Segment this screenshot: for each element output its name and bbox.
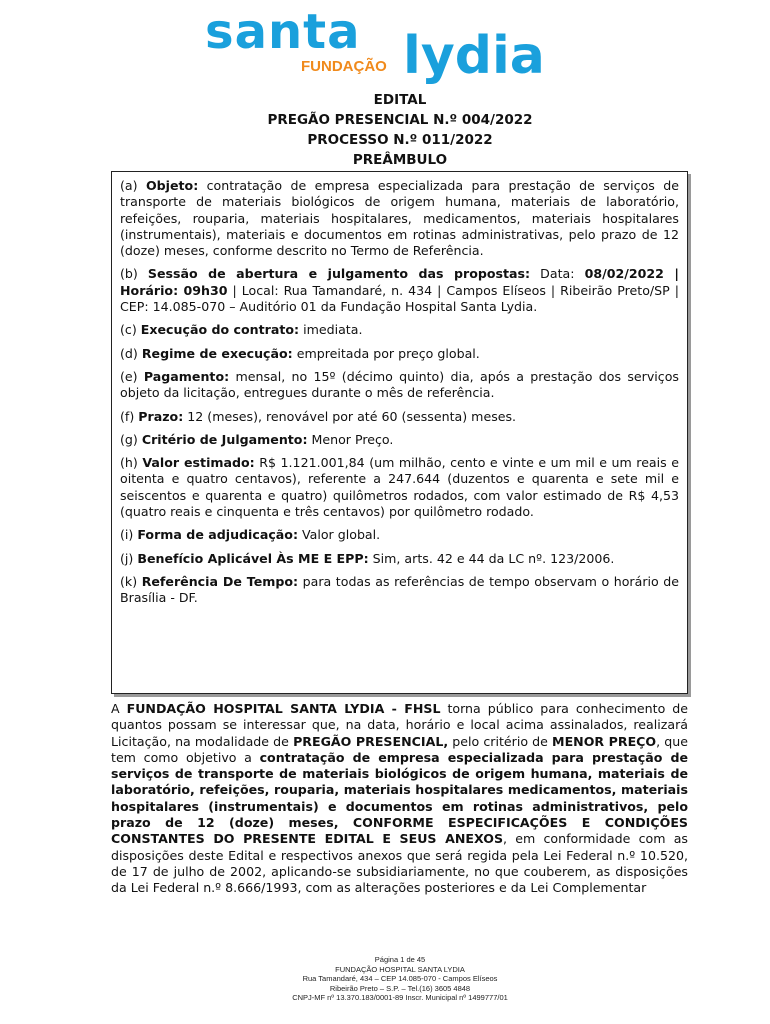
preamble-item-f [120,409,679,425]
footer-cnpj: CNPJ-MF nº 13.370.183/0001-89 Inscr. Municipal nº 1499777/01 [292,993,508,1003]
page-number: Página 1 de 45 [374,955,426,964]
modality-name: PREGÃO PRESENCIAL, [293,733,449,749]
item-text: empreitada por preço global. [292,345,480,361]
preamble-item-g [120,432,679,448]
item-label: Benefício Aplicável Às ME E EPP: [137,550,369,566]
preamble-item-b [120,266,679,315]
preamble-box [111,171,688,694]
item-letter: (i) [120,527,134,543]
logo-fundacao-text: FUNDAÇÃO [301,58,387,75]
preamble-item-d [120,346,679,362]
item-text: mensal, no 15º (décimo quinto) dia, após a prestação dos serviços objeto da licitação, entregues durante o mês de referência. [120,368,679,401]
item-label: Valor estimado: [142,455,255,471]
item-text: 12 (meses), renovável por até 60 (sessenta) meses. [183,408,517,424]
item-label: Regime de execução: [141,345,293,361]
body-text-segment: torna público para conhecimento de quantos possam se interessar que, na data, horário e local acima assinalados, realizará Licitação, na modalidade de [111,701,688,749]
item-letter: (k) [120,573,138,589]
logo-santa-text: santa [205,4,361,60]
item-label: Referência De Tempo: [141,573,299,589]
body-text-segment: pelo critério de [448,733,553,749]
item-letter: (h) [120,455,138,471]
item-text: Data: [530,266,585,282]
preamble-item-j [120,551,679,567]
item-text: Sim, arts. 42 e 44 da LC nº. 123/2006. [368,550,615,566]
item-text: R$ 1.121.001,84 (um milhão, cento e vinte e um mil e um reais e oitenta e quatro centavos), referente a 247.644 (duzentos e quarenta e sete mil e seiscentos e quarenta e quatro) quilômetros rodados, com valor estimado de R$ 4,53 (quatro reais e cinquenta e três centavos) por quilômetro rodado. [120,455,679,520]
item-letter: (a) [120,178,138,193]
preamble-item-i [120,527,679,543]
body-text-segment: A [111,701,127,716]
item-label: Sessão de abertura e julgamento das propostas: [147,266,531,282]
object-description: contratação de empresa especializada para prestação de serviços de transporte de materiais biológicos de origem humana, materiais de laboratório, refeições, rouparia, materiais hospitalares medicamentos, materiais hospitalares (instrumentais) e documentos em rotinas administrativos, pelo prazo de 12 (doze) meses, CONFORME ESPECIFICAÇÕES E CONDIÇÕES CONSTANTES DO PRESENTE EDITAL E SEUS ANEXOS [111,749,688,847]
footer-org: FUNDAÇÃO HOSPITAL SANTA LYDIA [335,964,465,974]
item-label: Critério de Julgamento: [141,431,308,447]
document-title-block [0,90,770,170]
organization-name: FUNDAÇÃO HOSPITAL SANTA LYDIA - FHSL [126,701,441,716]
body-text-segment: , em conformidade com as disposições deste Edital e respectivos anexos que será regida pela Lei Federal n.º 10.520, de 17 de julho de 2002, aplicando-se subsidiariamente, no que couberem, as disposições da Lei Federal n.º 8.666/1993, com as alterações posteriores e da Lei Complementar [111,831,688,896]
item-label: Forma de adjudicação: [137,527,298,543]
item-label: Objeto: [145,178,199,193]
item-label: Execução do contrato: [140,322,300,338]
body-paragraph [111,701,688,897]
footer-address: Rua Tamandaré, 434 – CEP 14.085-070 - Campos Elíseos [302,974,498,984]
item-text: Menor Preço. [307,431,394,447]
item-text: contratação de empresa especializada para prestação de serviços de transporte de materiais biológicos de origem humana, materiais de laboratório, refeições, rouparia, materiais hospitalares, medicamentos, materiais hospitalares (instrumentais), materiais e documentos em rotinas administrativas, pelo prazo de 12 (doze) meses, conforme descrito no Termo de Referência. [120,178,679,259]
item-text: imediata. [299,322,363,338]
item-letter: (g) [120,431,138,447]
item-text: Valor global. [298,527,381,543]
preamble-item-a [120,178,679,259]
item-text: | Local: Rua Tamandaré, n. 434 | Campos Elíseos | Ribeirão Preto/SP | CEP: 14.085-070 – Auditório 01 da Fundação Hospital Santa Lydia. [120,282,679,315]
preamble-item-c [120,322,679,338]
page-footer [200,955,600,1003]
preamble-item-k [120,574,679,607]
preamble-item-h [120,455,679,520]
item-letter: (j) [120,550,134,566]
processo-number: PROCESSO N.º 011/2022 [307,132,493,148]
criterion-name: MENOR PREÇO [552,733,657,749]
item-letter: (f) [120,408,135,424]
item-letter: (d) [120,345,138,361]
santa-lydia-logo [205,4,545,86]
item-letter: (c) [120,322,137,338]
document-title: EDITAL [373,92,427,108]
item-label: Pagamento: [143,368,230,384]
body-text-segment: , que tem como objetivo a [111,733,688,765]
logo-lydia-text: lydia [403,26,545,86]
item-label: Prazo: [138,408,184,424]
footer-city: Ribeirão Preto – S.P. – Tel.(16) 3605 4848 [329,983,471,993]
item-letter: (b) [120,266,138,282]
item-text: para todas as referências de tempo observam o horário de Brasília - DF. [120,573,679,606]
preambulo-heading: PREÂMBULO [352,152,448,168]
preamble-item-e [120,369,679,402]
session-date-time: 08/02/2022 | Horário: 09h30 [120,266,679,298]
pregao-number: PREGÃO PRESENCIAL N.º 004/2022 [267,112,533,128]
item-letter: (e) [120,368,138,384]
